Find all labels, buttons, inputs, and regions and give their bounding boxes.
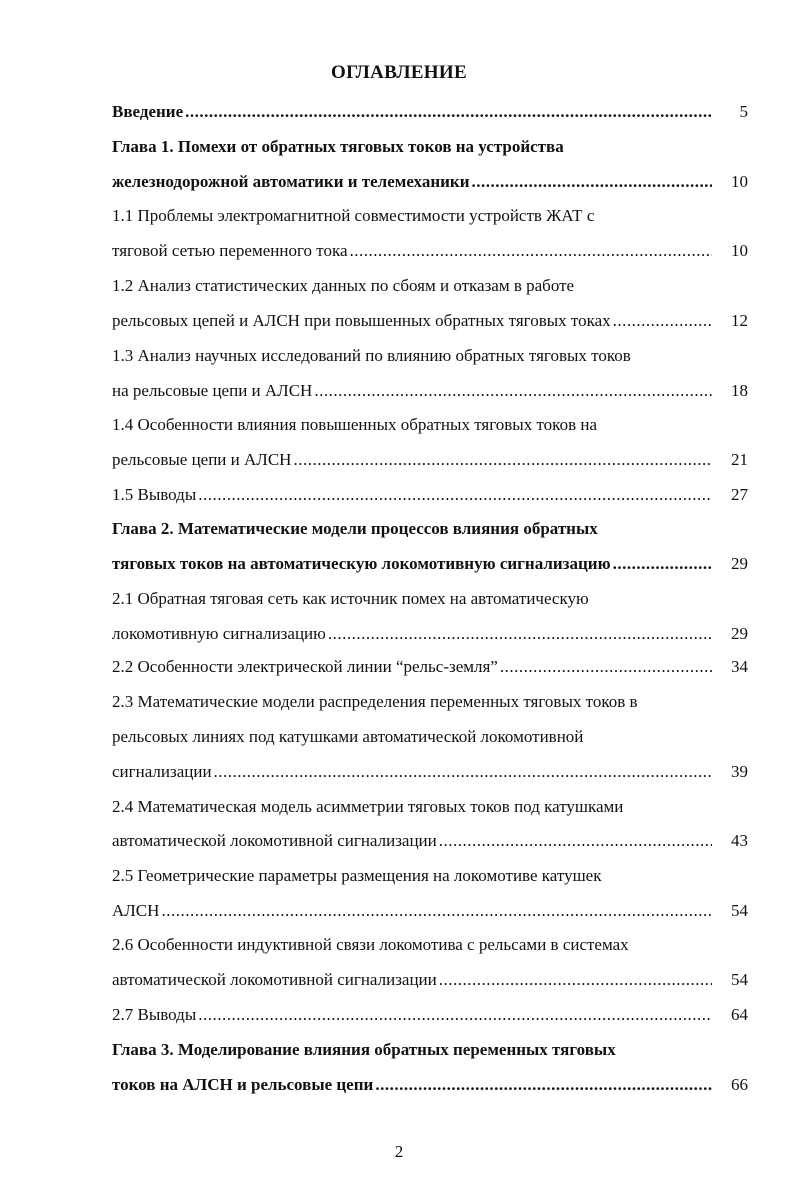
toc-page-number: 29 [731,624,748,643]
toc-leader-dots [613,549,712,579]
toc-entry-label: железнодорожной автоматики и телемеханики [112,172,470,191]
toc-leader-dots [439,965,712,995]
toc-entry-label: сигнализации [112,762,212,781]
toc-page-number: 27 [731,485,748,504]
toc-leader-dots [350,236,712,266]
toc-entry-chapter-2[interactable] [112,549,748,579]
toc-entry-2-6-line[interactable]: 2.6 Особенности индуктивной связи локомотива с рельсами в системах [112,935,629,954]
page-number: 2 [394,1142,404,1161]
toc-entry-label: токов на АЛСН и рельсовые цепи [112,1075,374,1094]
toc-entry-chapter-1[interactable] [112,167,748,197]
toc-leader-dots [472,167,713,197]
toc-entry-chapter-3-line[interactable]: Глава 3. Моделирование влияния обратных переменных тяговых [112,1040,616,1059]
toc-page-number: 10 [731,172,748,191]
toc-entry-label: автоматической локомотивной сигнализации [112,970,437,989]
toc-entry-1-2-line[interactable]: 1.2 Анализ статистических данных по сбоям и отказам в работе [112,276,575,295]
toc-entry-2-1-line[interactable]: 2.1 Обратная тяговая сеть как источник помех на автоматическую [112,589,589,608]
toc-entry-label: тяговых токов на автоматическую локомотивную сигнализацию [112,554,611,573]
toc-page-number: 66 [731,1075,748,1094]
toc-entry-1-3-line[interactable]: 1.3 Анализ научных исследований по влиянию обратных тяговых токов [112,346,631,365]
toc-entry-label: АЛСН [112,901,160,920]
toc-page-number: 64 [731,1005,748,1024]
toc-entry-label: тяговой сетью переменного тока [112,241,348,260]
toc-entry-2-3-line-2[interactable]: рельсовых линиях под катушками автоматической локомотивной [112,727,584,746]
toc-leader-dots [328,619,712,649]
toc-page-number: 29 [731,554,748,573]
toc-entry-1-5[interactable] [112,480,748,510]
toc-entry-2-4[interactable] [112,826,748,856]
toc-entry-2-6[interactable] [112,965,748,995]
toc-page-number: 43 [731,831,748,850]
toc-entry-label: Введение [112,102,184,121]
toc-entry-label: автоматической локомотивной сигнализации [112,831,437,850]
toc-leader-dots [439,826,712,856]
toc-leader-dots [198,1000,712,1030]
toc-entry-2-1[interactable] [112,619,748,649]
toc-leader-dots [500,652,712,682]
toc-page-number: 10 [731,241,748,260]
toc-leader-dots [613,306,712,336]
toc-entry-1-3[interactable] [112,376,748,406]
toc-page-number: 34 [731,657,748,676]
toc-entry-label: рельсовые цепи и АЛСН [112,450,292,469]
toc-page-number: 21 [731,450,748,469]
toc-entry-2-3[interactable] [112,757,748,787]
toc-entry-1-1[interactable] [112,236,748,266]
toc-entry-2-5[interactable] [112,896,748,926]
toc-leader-dots [293,445,712,475]
toc-entry-label: 2.7 Выводы [112,1005,197,1024]
toc-entry-2-5-line[interactable]: 2.5 Геометрические параметры размещения на локомотиве катушек [112,866,602,885]
toc-entry-chapter-3[interactable] [112,1070,748,1100]
toc-leader-dots [375,1070,712,1100]
toc-entry-label: локомотивную сигнализацию [112,624,326,643]
toc-leader-dots [161,896,712,926]
toc-leader-dots [314,376,712,406]
toc-entry-introduction[interactable] [112,97,748,127]
toc-entry-label: на рельсовые цепи и АЛСН [112,381,313,400]
toc-entry-2-4-line[interactable]: 2.4 Математическая модель асимметрии тяговых токов под катушками [112,797,624,816]
toc-leader-dots [198,480,712,510]
toc-page-number: 18 [731,381,748,400]
toc-entry-chapter-1-line[interactable]: Глава 1. Помехи от обратных тяговых токов на устройства [112,137,564,156]
toc-entry-1-4[interactable] [112,445,748,475]
toc-title: ОГЛАВЛЕНИЕ [331,62,467,83]
toc-page-number: 54 [731,901,748,920]
toc-entry-1-1-line[interactable]: 1.1 Проблемы электромагнитной совместимости устройств ЖАТ с [112,206,595,225]
toc-entry-2-3-line[interactable]: 2.3 Математические модели распределения переменных тяговых токов в [112,692,638,711]
toc-page-number: 5 [739,102,748,121]
toc-leader-dots [214,757,712,787]
toc-entry-label: 2.2 Особенности электрической линии “рельс-земля” [112,657,498,676]
toc-entry-label: рельсовых цепей и АЛСН при повышенных обратных тяговых токах [112,311,611,330]
toc-leader-dots [185,97,712,127]
toc-entry-2-7[interactable] [112,1000,748,1030]
toc-page-number: 54 [731,970,748,989]
toc-entry-1-4-line[interactable]: 1.4 Особенности влияния повышенных обратных тяговых токов на [112,415,597,434]
toc-entry-label: 1.5 Выводы [112,485,197,504]
toc-entry-2-2[interactable] [112,652,748,682]
toc-entry-1-2[interactable] [112,306,748,336]
toc-page-number: 39 [731,762,748,781]
toc-entry-chapter-2-line[interactable]: Глава 2. Математические модели процессов влияния обратных [112,519,598,538]
toc-page-number: 12 [731,311,748,330]
